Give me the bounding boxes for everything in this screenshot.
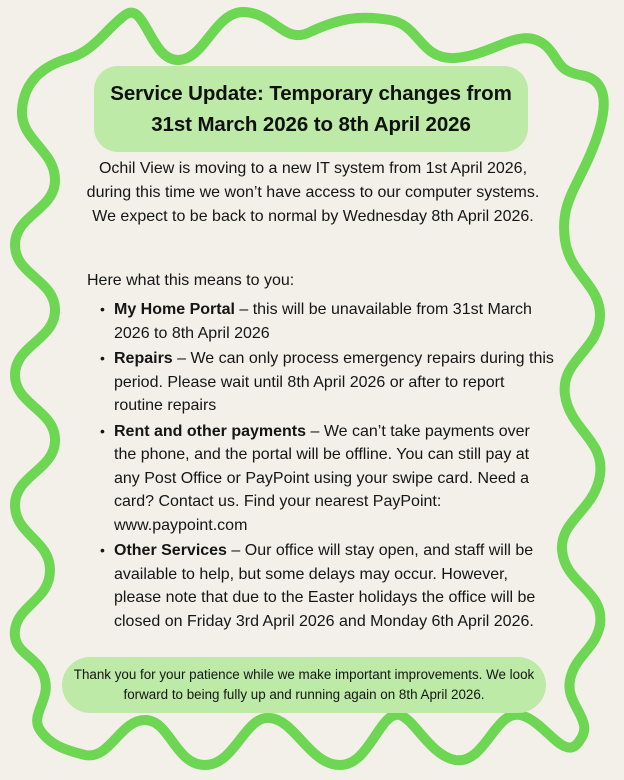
impact-list xyxy=(100,298,554,635)
bullet-icon: • xyxy=(100,542,105,558)
bullet-icon: • xyxy=(100,301,105,317)
footer-message: Thank you for your patience while we make important improvements. We look forward to being fully up and running again on 8th April 2026. xyxy=(73,667,535,702)
item-text: – Our office will stay open, and staff will be available to help, but some delays may occur. However, please note that due to the Easter holidays the office will be closed on Friday 3rd April 2026 and Monday 6th April 2026. xyxy=(114,542,536,630)
item-heading: Rent and other payments xyxy=(114,422,307,440)
title-line-1: Service Update: Temporary changes from xyxy=(110,82,512,105)
item-heading: My Home Portal xyxy=(114,301,235,318)
list-item-repairs xyxy=(100,347,554,418)
list-item-other-services xyxy=(100,539,554,633)
bullet-icon: • xyxy=(100,422,105,439)
item-heading: Repairs xyxy=(114,350,173,367)
bullet-icon: • xyxy=(100,350,105,366)
page-title xyxy=(110,78,511,140)
intro-paragraph: Ochil View is moving to a new IT system from 1st April 2026, during this time we won’t have access to our computer systems. We expect to be back to normal by Wednesday 8th April 2026. xyxy=(86,160,540,225)
lead-text: Here what this means to you: xyxy=(87,272,295,289)
footer-banner xyxy=(62,657,546,713)
item-heading: Other Services xyxy=(114,542,227,559)
item-text: – this will be unavailable from 31st March 2026 to 8th April 2026 xyxy=(114,301,532,342)
title-banner xyxy=(94,66,528,152)
title-line-2: 31st March 2026 to 8th April 2026 xyxy=(151,113,471,136)
item-text: – We can’t take payments over the phone, and the portal will be offline. You can still pay at any Post Office or PayPoint using your swipe card. Need a card? Contact us. Find your nearest PayPoint: www.paypoint.com xyxy=(114,422,530,534)
list-item-rent-payments xyxy=(100,420,554,538)
list-item-my-home-portal xyxy=(100,298,554,345)
item-text: – We can only process emergency repairs during this period. Please wait until 8th April 2026 or after to report routine repairs xyxy=(114,350,554,414)
